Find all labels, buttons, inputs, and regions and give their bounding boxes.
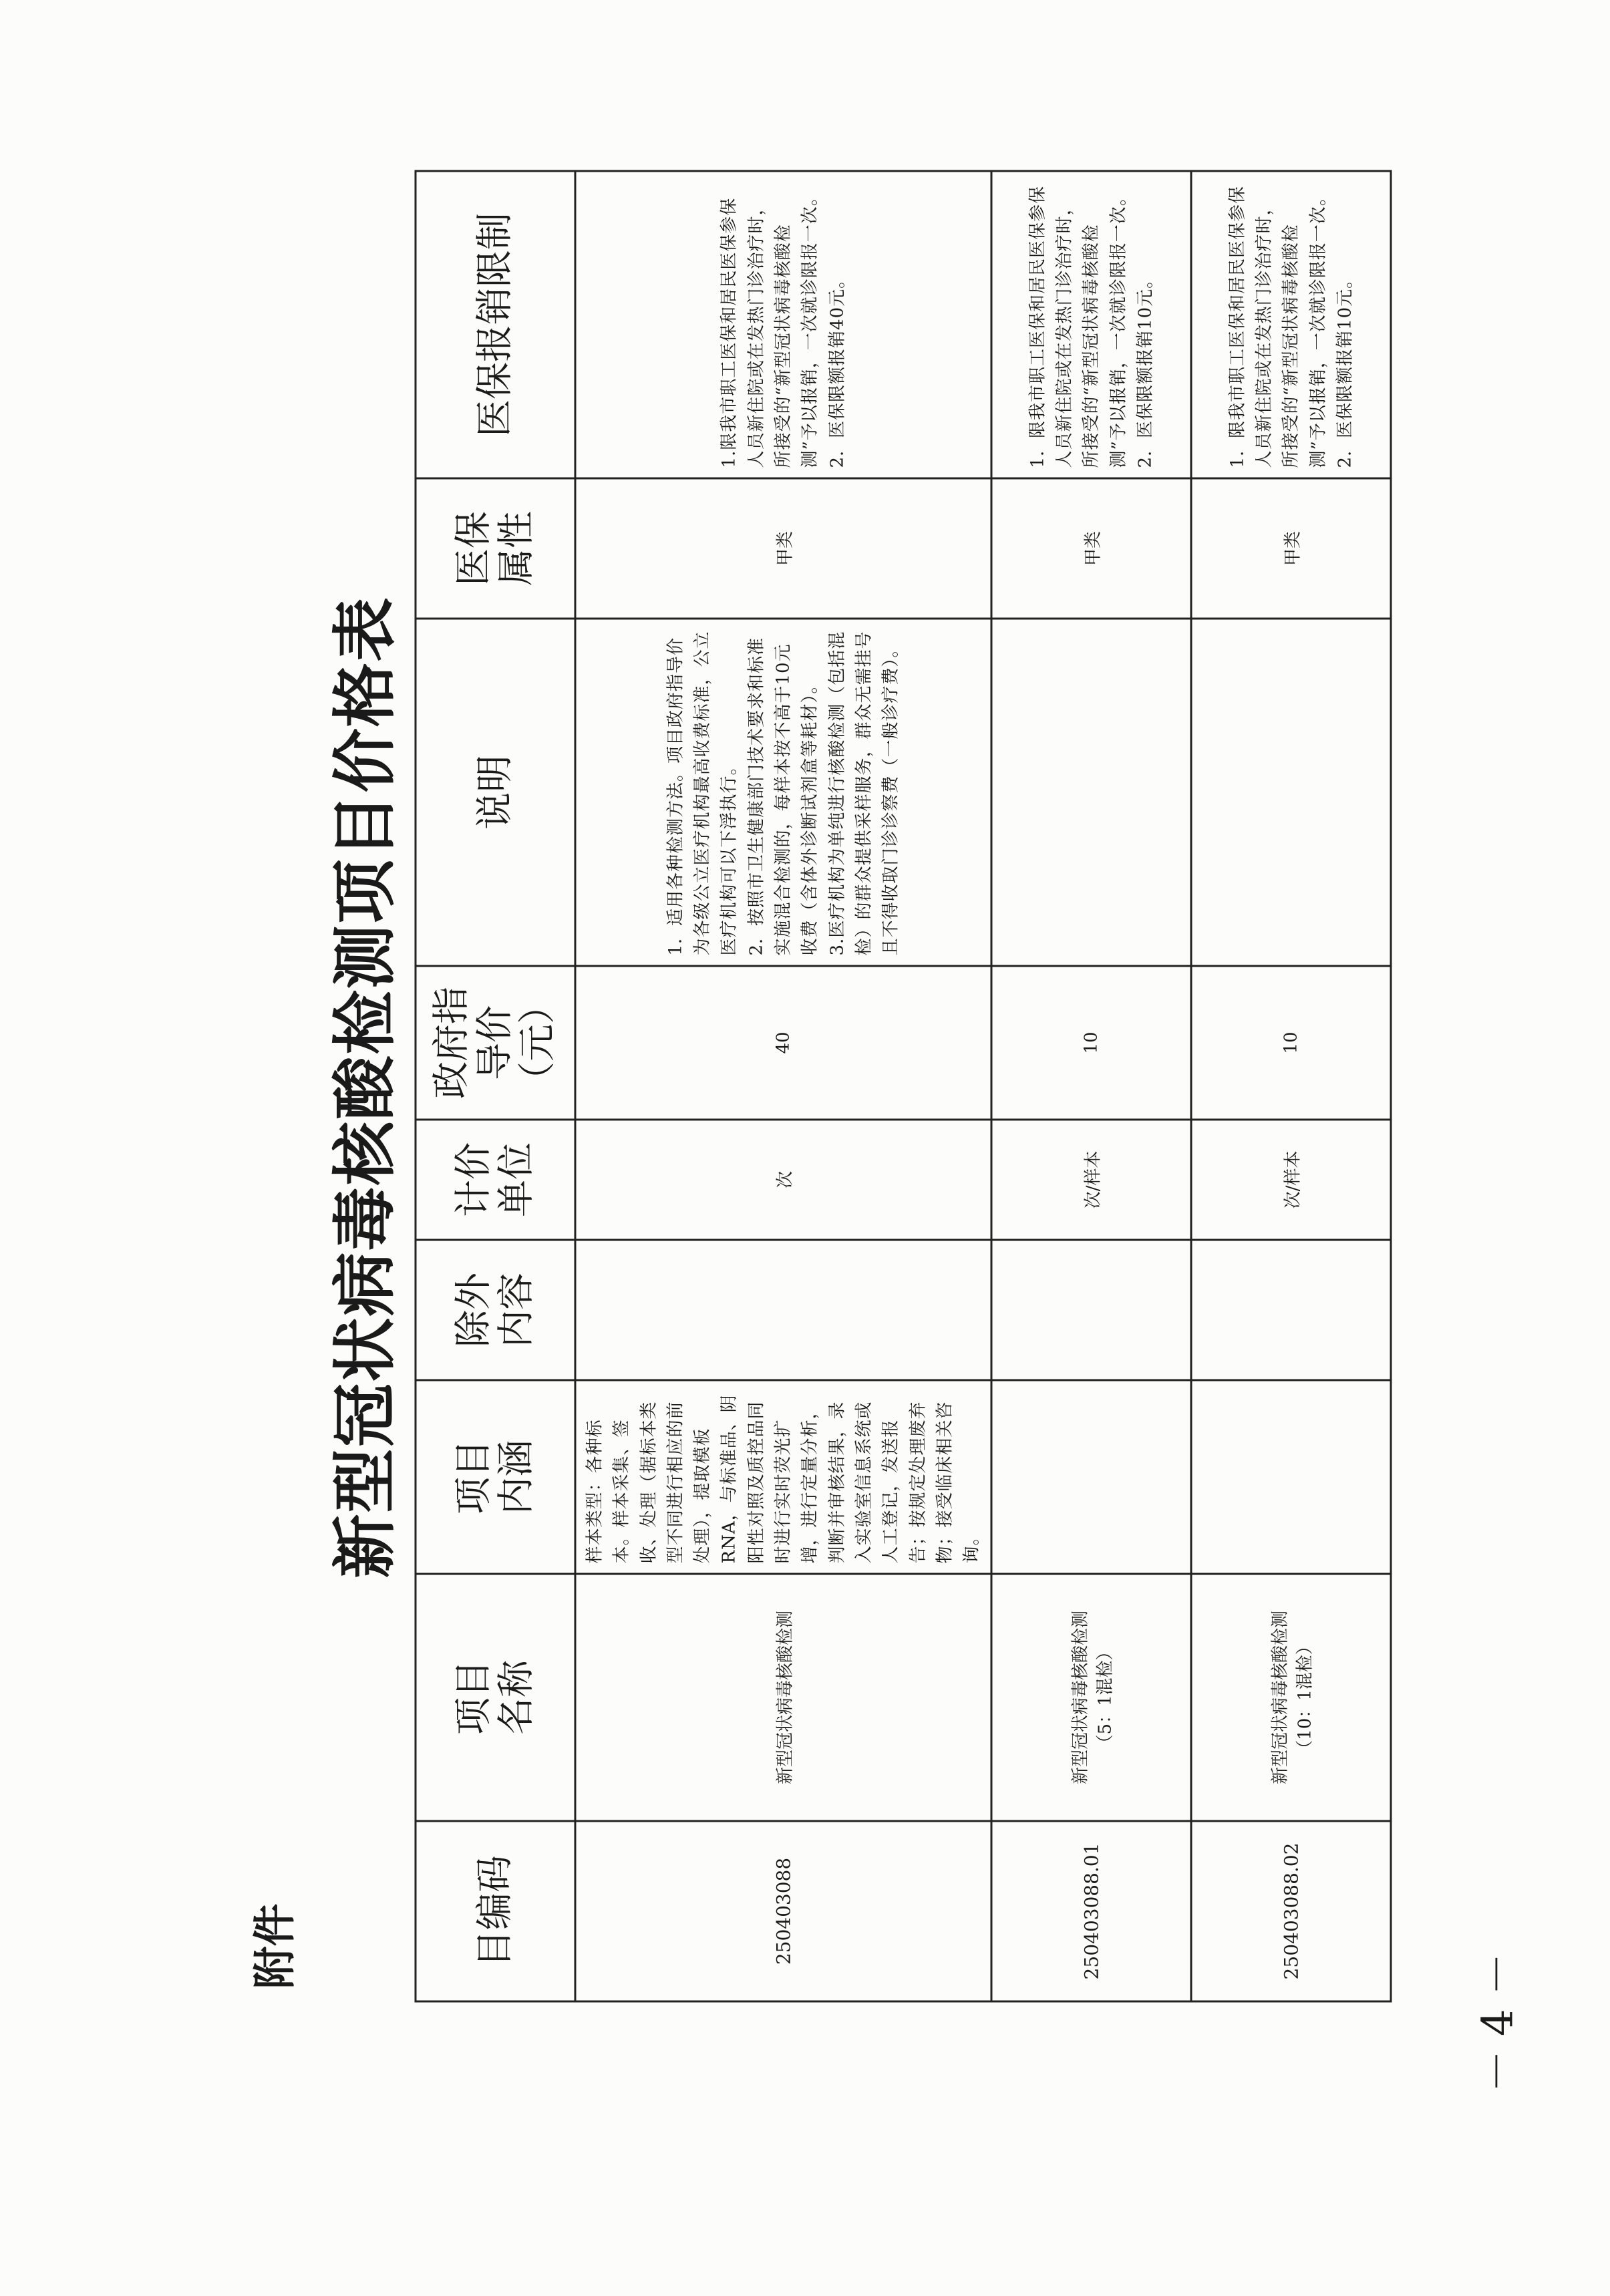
table-row	[1191, 171, 1391, 2001]
cell-code: 250403088.01	[991, 1821, 1191, 2001]
cell-excluded	[991, 1240, 1191, 1380]
cell-unit: 次	[575, 1120, 991, 1240]
header-price: 政府指 导价 （元）	[416, 966, 575, 1120]
cell-insurance-attr: 甲类	[575, 478, 991, 619]
desc-item-3: 3.医疗机构为单纯进行核酸检测（包括混检）的群众提供采样服务，群众无需挂号且不得收取门诊诊察费（一般诊疗费）。	[826, 630, 901, 955]
limit-item-2: 2．医保限额报销10元。	[1134, 270, 1155, 468]
attachment-label: 附件	[251, 1903, 300, 1989]
header-description: 说明	[416, 619, 575, 966]
cell-content: 样本类型：各种标本。样本采集、签收、处理（据标本类型不同进行相应的前处理），提取模板RNA，与标准品、阴阳性对照及质控品同时进行实时荧光扩增，进行定量分析，判断并审核结果，录入实验室信息系统或人工登记，发送报告；按规定处理废弃物；接受临床相关咨询。	[575, 1380, 991, 1574]
header-code: 目编码	[416, 1821, 575, 2001]
header-unit: 计价 单位	[416, 1120, 575, 1240]
limit-item-1: 1．限我市职工医保和居民医保参保人员新住院或在发热门诊治疗时，所接受的“新型冠状病毒核酸检测”予以报销，一次就诊限报一次。	[1227, 185, 1328, 468]
page-number: － 4 －	[1473, 1952, 1522, 2092]
cell-insurance-limit	[1191, 171, 1391, 478]
cell-name: 新型冠状病毒核酸检测 （10：1混检）	[1191, 1574, 1391, 1821]
document-title: 新型冠状病毒核酸检测项目价格表	[327, 596, 402, 1578]
cell-price: 10	[991, 966, 1191, 1120]
header-row	[416, 171, 575, 2001]
cell-content	[1191, 1380, 1391, 1574]
cell-insurance-limit	[991, 171, 1191, 478]
price-table	[414, 170, 1392, 2002]
limit-item-1: 1．限我市职工医保和居民医保参保人员新住院或在发热门诊治疗时，所接受的“新型冠状病毒核酸检测”予以报销，一次就诊限报一次。	[1027, 185, 1128, 468]
cell-insurance-attr: 甲类	[991, 478, 1191, 619]
limit-item-1: 1.限我市职工医保和居民医保参保人员新住院或在发热门诊治疗时，所接受的“新型冠状病毒核酸检测”予以报销，一次就诊限报一次。	[719, 187, 820, 468]
table-row	[991, 171, 1191, 2001]
table-row	[575, 171, 991, 2001]
cell-unit: 次/样本	[991, 1120, 1191, 1240]
header-name: 项目 名称	[416, 1574, 575, 1821]
desc-item-1: 1．适用各种检测方法。项目政府指导价为各级公立医疗机构最高收费标准，公立医疗机构可以下浮执行。	[665, 630, 740, 955]
cell-description	[991, 619, 1191, 966]
cell-code: 250403088.02	[1191, 1821, 1391, 2001]
cell-code: 250403088	[575, 1821, 991, 2001]
cell-insurance-attr: 甲类	[1191, 478, 1391, 619]
cell-price: 10	[1191, 966, 1391, 1120]
limit-item-2: 2．医保限额报销40元。	[826, 270, 847, 468]
cell-excluded	[1191, 1240, 1391, 1380]
cell-name: 新型冠状病毒核酸检测	[575, 1574, 991, 1821]
cell-content	[991, 1380, 1191, 1574]
header-insurance-attr: 医保 属性	[416, 478, 575, 619]
cell-price: 40	[575, 966, 991, 1120]
header-excluded: 除外 内容	[416, 1240, 575, 1380]
cell-insurance-limit	[575, 171, 991, 478]
cell-excluded	[575, 1240, 991, 1380]
header-content: 项目 内涵	[416, 1380, 575, 1574]
cell-unit: 次/样本	[1191, 1120, 1391, 1240]
cell-description	[1191, 619, 1391, 966]
cell-description	[575, 619, 991, 966]
header-insurance-limit: 医保报销限制	[416, 171, 575, 478]
cell-name: 新型冠状病毒核酸检测 （5：1混检）	[991, 1574, 1191, 1821]
desc-item-2: 2．按照市卫生健康部门技术要求和标准实施混合检测的，每样本按不高于10元收费（含体外诊断试剂盒等耗材）。	[746, 637, 820, 955]
limit-item-2: 2．医保限额报销10元。	[1334, 270, 1355, 468]
